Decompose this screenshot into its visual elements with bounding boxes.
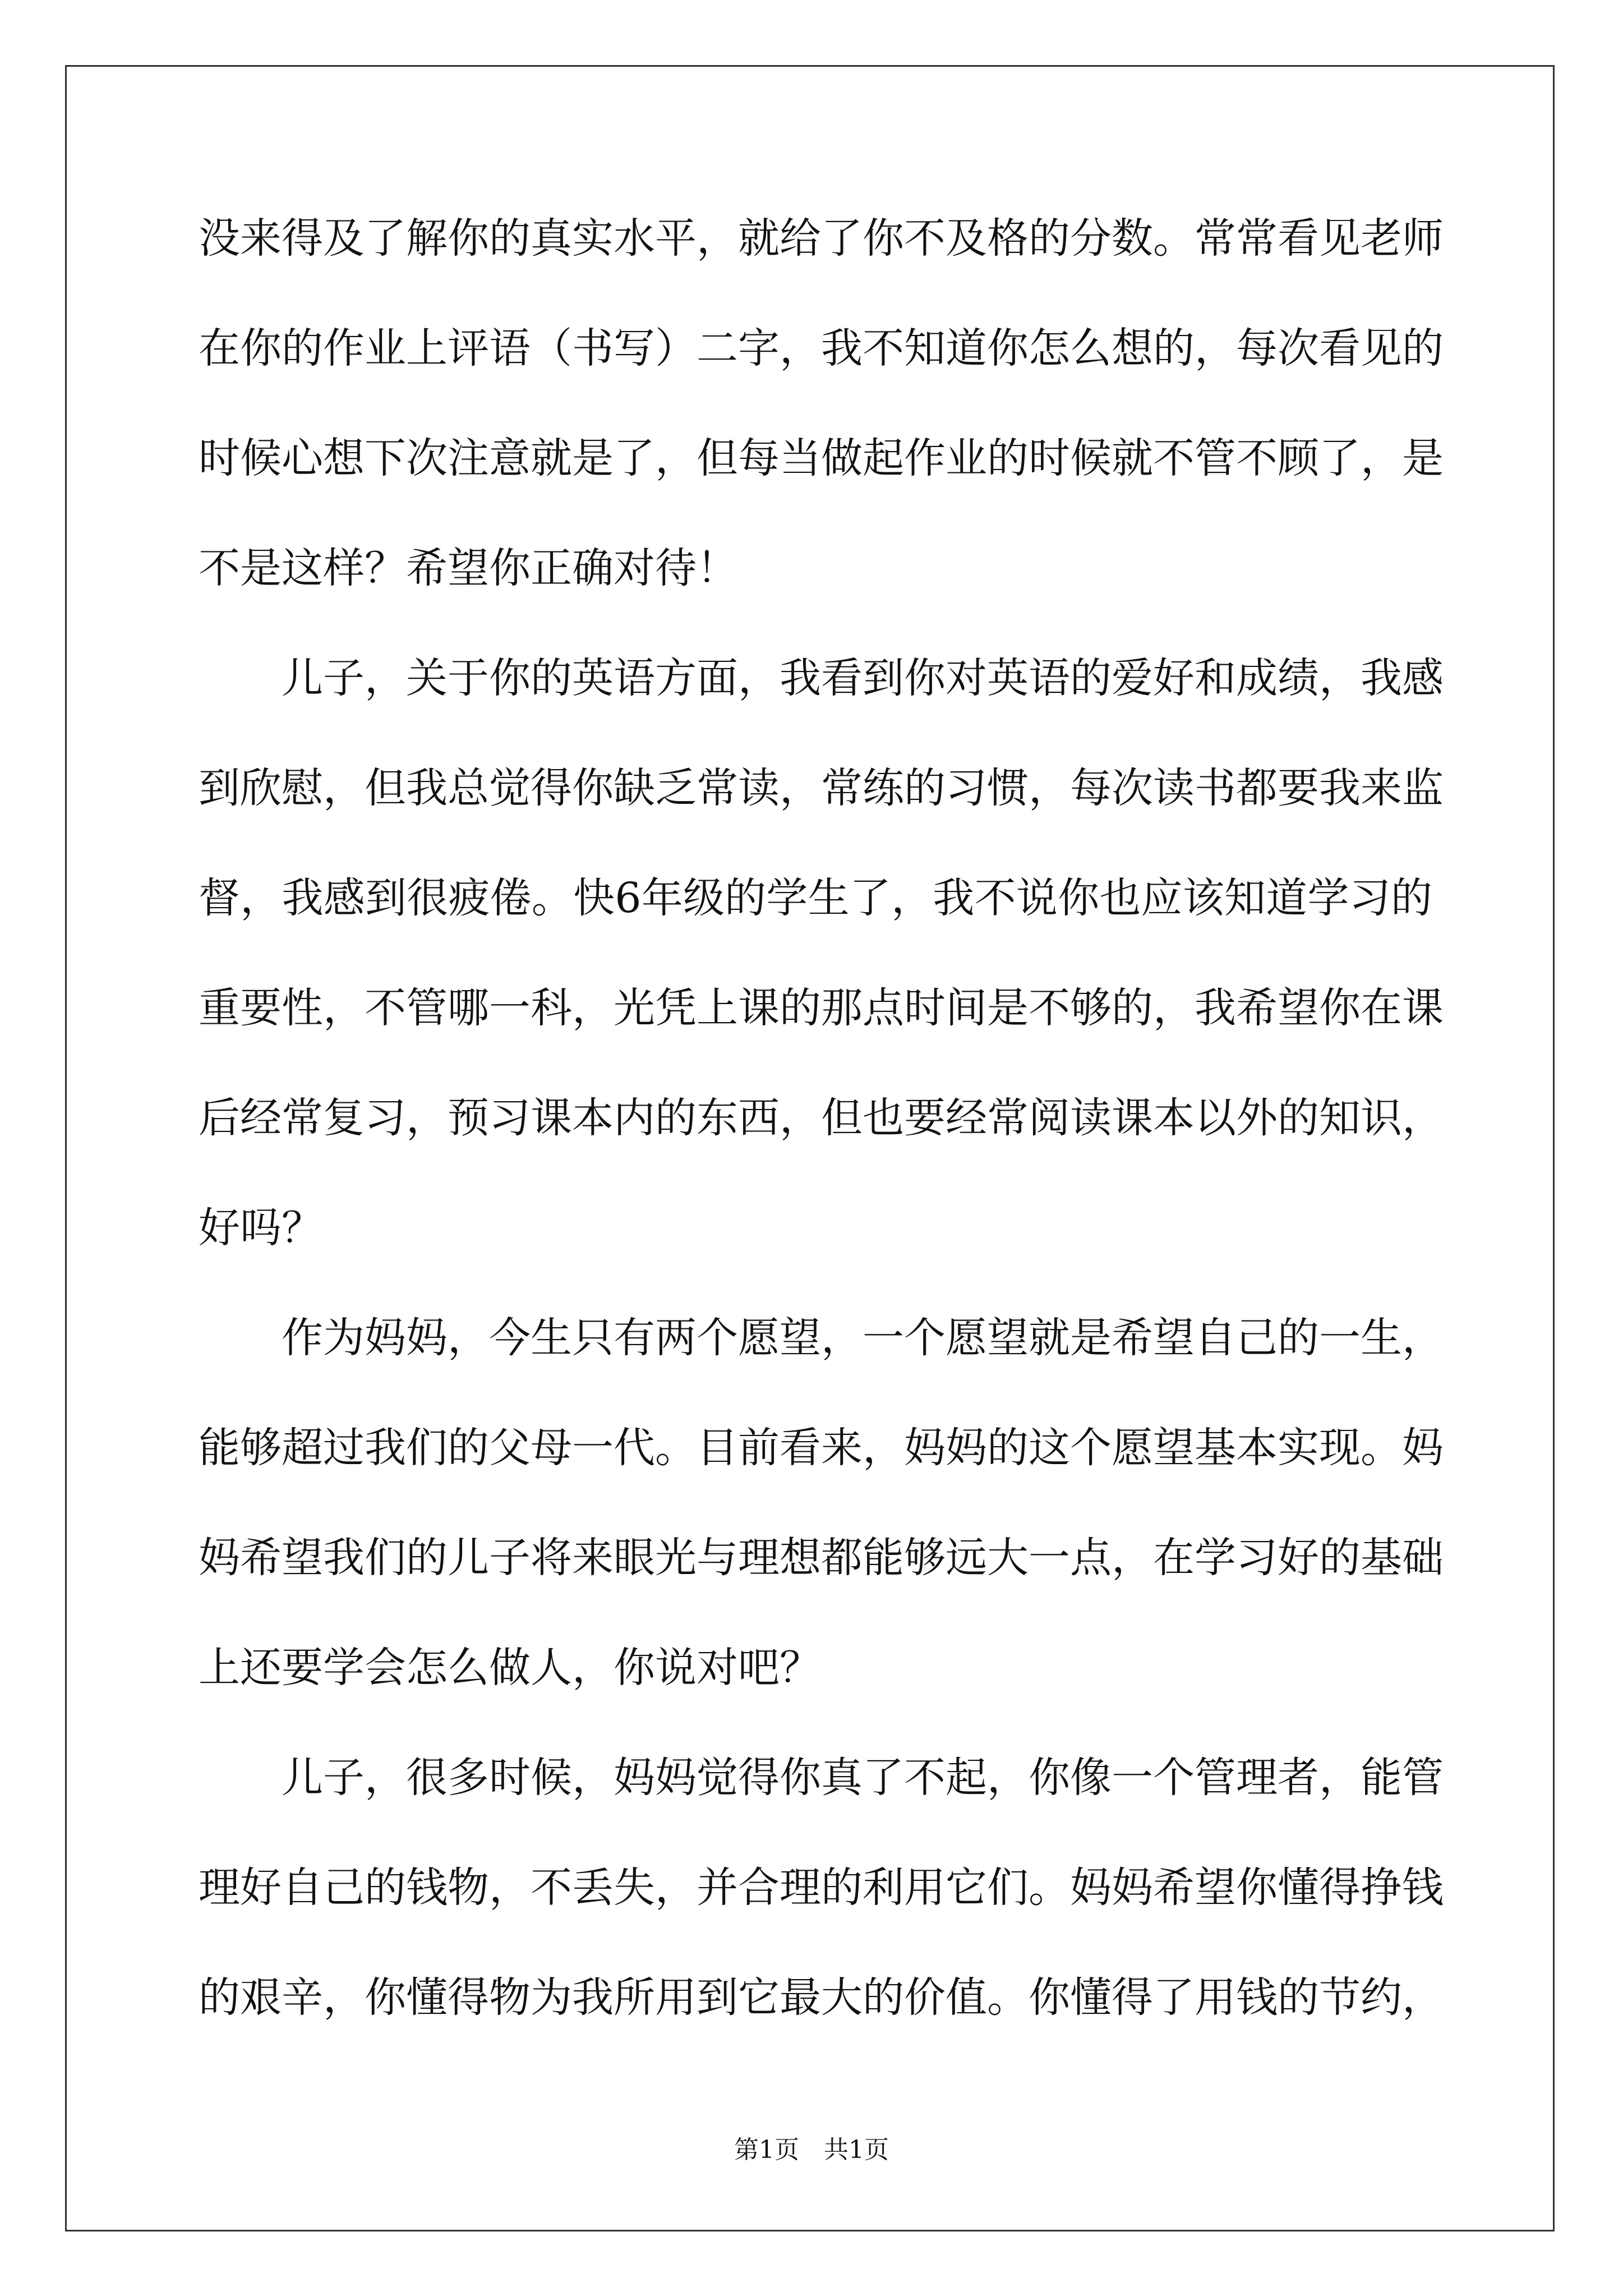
text-line: 重要性，不管哪一科，光凭上课的那点时间是不够的，我希望你在课 bbox=[199, 984, 1444, 1032]
text-line: 不是这样？希望你正确对待！ bbox=[199, 544, 738, 592]
document-body bbox=[199, 205, 1444, 2074]
text-line: 后经常复习，预习课本内的东西，但也要经常阅读课本以外的知识， bbox=[199, 1094, 1444, 1142]
text-line: 到欣慰，但我总觉得你缺乏常读，常练的习惯，每次读书都要我来监 bbox=[199, 764, 1444, 812]
text-line: 时候心想下次注意就是了，但每当做起作业的时候就不管不顾了，是 bbox=[199, 434, 1444, 482]
text-line: 的艰辛，你懂得物为我所用到它最大的价值。你懂得了用钱的节约， bbox=[199, 1973, 1444, 2022]
text-line: 理好自己的钱物，不丢失，并合理的利用它们。妈妈希望你懂得挣钱 bbox=[199, 1864, 1444, 1912]
text-line: 督，我感到很疲倦。快6年级的学生了，我不说你也应该知道学习的 bbox=[199, 874, 1432, 922]
text-line: 上还要学会怎么做人，你说对吧？ bbox=[199, 1644, 821, 1692]
text-line: 妈希望我们的儿子将来眼光与理想都能够远大一点，在学习好的基础 bbox=[199, 1534, 1444, 1582]
text-line: 好吗？ bbox=[199, 1204, 323, 1252]
page-footer: 第1页 共1页 bbox=[734, 2136, 889, 2164]
text-line: 儿子，关于你的英语方面，我看到你对英语的爱好和成绩，我感 bbox=[282, 654, 1444, 702]
text-line: 在你的作业上评语（书写）二字，我不知道你怎么想的，每次看见的 bbox=[199, 324, 1444, 372]
text-line: 儿子，很多时候，妈妈觉得你真了不起，你像一个管理者，能管 bbox=[282, 1754, 1444, 1802]
text-line: 没来得及了解你的真实水平，就给了你不及格的分数。常常看见老师 bbox=[199, 214, 1444, 263]
text-line: 作为妈妈，今生只有两个愿望，一个愿望就是希望自己的一生， bbox=[282, 1314, 1444, 1362]
text-line: 能够超过我们的父母一代。目前看来，妈妈的这个愿望基本实现。妈 bbox=[199, 1424, 1444, 1472]
